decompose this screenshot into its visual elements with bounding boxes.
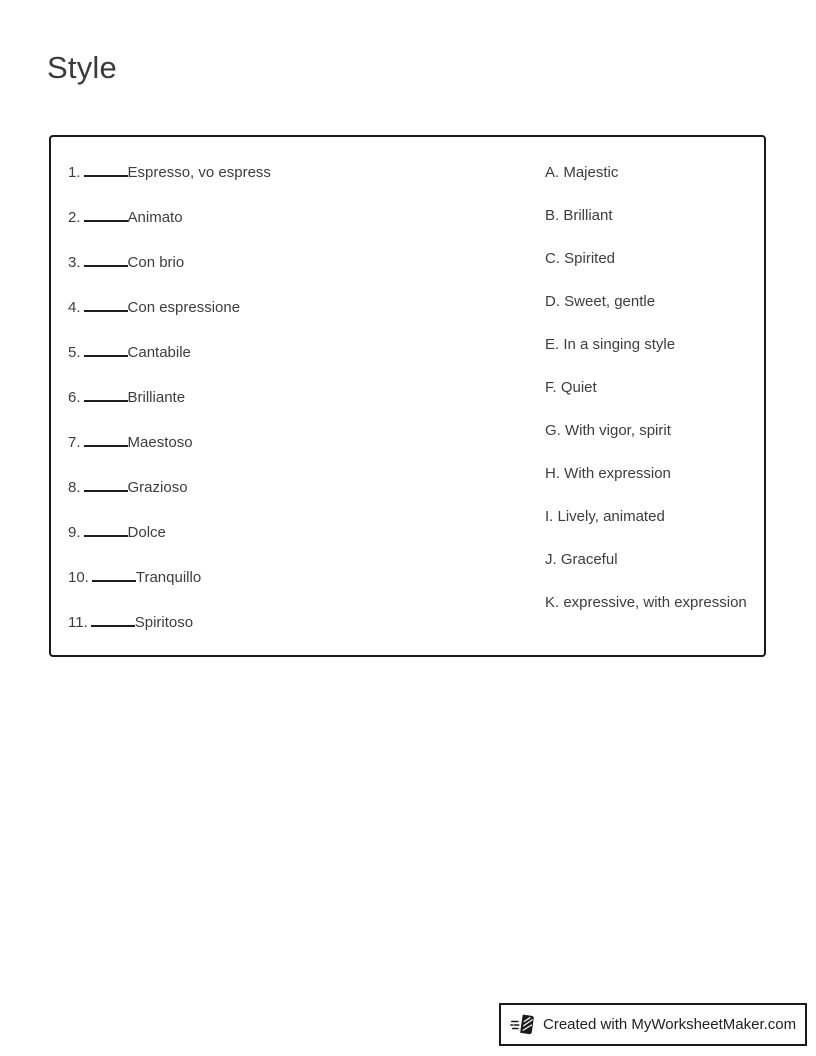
question-row bbox=[68, 209, 271, 254]
question-row bbox=[68, 434, 271, 479]
question-term: Maestoso bbox=[127, 434, 193, 451]
choice-label: I. Lively, animated bbox=[545, 508, 665, 525]
choices-column bbox=[545, 164, 747, 637]
choice-label: D. Sweet, gentle bbox=[545, 293, 656, 310]
credit-badge bbox=[499, 1003, 807, 1046]
answer-blank bbox=[84, 210, 128, 222]
answer-blank bbox=[84, 300, 128, 312]
choice-row bbox=[545, 293, 747, 336]
choice-label: J. Graceful bbox=[545, 551, 618, 568]
question-row bbox=[68, 344, 271, 389]
question-row bbox=[68, 299, 271, 344]
question-term: Animato bbox=[127, 209, 183, 226]
choice-row bbox=[545, 250, 747, 293]
question-term: Con brio bbox=[127, 254, 185, 271]
question-number: 3. bbox=[68, 254, 81, 271]
answer-blank bbox=[84, 480, 128, 492]
answer-blank bbox=[91, 615, 135, 627]
question-row bbox=[68, 254, 271, 299]
choice-row bbox=[545, 164, 747, 207]
page-title: Style bbox=[47, 50, 117, 85]
choice-row bbox=[545, 379, 747, 422]
answer-blank bbox=[84, 390, 128, 402]
worksheet-flying-page-icon bbox=[510, 1011, 538, 1039]
answer-blank bbox=[84, 435, 128, 447]
question-number: 2. bbox=[68, 209, 81, 226]
question-number: 5. bbox=[68, 344, 81, 361]
matching-box bbox=[49, 135, 766, 657]
question-term: Brilliante bbox=[127, 389, 186, 406]
choice-label: A. Majestic bbox=[545, 164, 619, 181]
answer-blank bbox=[84, 255, 128, 267]
question-number: 7. bbox=[68, 434, 81, 451]
question-number: 10. bbox=[68, 569, 89, 586]
question-number: 8. bbox=[68, 479, 81, 496]
choice-row bbox=[545, 465, 747, 508]
question-number: 11. bbox=[68, 614, 88, 631]
choice-row bbox=[545, 207, 747, 250]
choice-row bbox=[545, 551, 747, 594]
question-term: Dolce bbox=[127, 524, 166, 541]
answer-blank bbox=[92, 570, 136, 582]
questions-column bbox=[68, 164, 271, 659]
answer-blank bbox=[84, 165, 128, 177]
choice-label: E. In a singing style bbox=[545, 336, 676, 353]
choice-label: B. Brilliant bbox=[545, 207, 613, 224]
choice-label: F. Quiet bbox=[545, 379, 597, 396]
choice-label: G. With vigor, spirit bbox=[545, 422, 671, 439]
choice-label: H. With expression bbox=[545, 465, 671, 482]
choice-label: C. Spirited bbox=[545, 250, 616, 267]
question-term: Spiritoso bbox=[134, 614, 194, 631]
choice-row bbox=[545, 422, 747, 465]
question-term: Espresso, vo espress bbox=[127, 164, 271, 181]
question-row bbox=[68, 389, 271, 434]
question-number: 9. bbox=[68, 524, 81, 541]
question-term: Con espressione bbox=[127, 299, 241, 316]
question-term: Grazioso bbox=[127, 479, 188, 496]
question-term: Cantabile bbox=[127, 344, 191, 361]
question-row bbox=[68, 164, 271, 209]
choice-row bbox=[545, 594, 747, 637]
question-number: 4. bbox=[68, 299, 81, 316]
question-row bbox=[68, 524, 271, 569]
answer-blank bbox=[84, 525, 128, 537]
credit-text: Created with MyWorksheetMaker.com bbox=[543, 1016, 797, 1033]
choice-label: K. expressive, with expression bbox=[545, 594, 747, 611]
question-number: 1. bbox=[68, 164, 81, 181]
question-term: Tranquillo bbox=[135, 569, 202, 586]
choice-row bbox=[545, 508, 747, 551]
question-number: 6. bbox=[68, 389, 81, 406]
choice-row bbox=[545, 336, 747, 379]
answer-blank bbox=[84, 345, 128, 357]
question-row bbox=[68, 569, 271, 614]
question-row bbox=[68, 614, 271, 659]
question-row bbox=[68, 479, 271, 524]
